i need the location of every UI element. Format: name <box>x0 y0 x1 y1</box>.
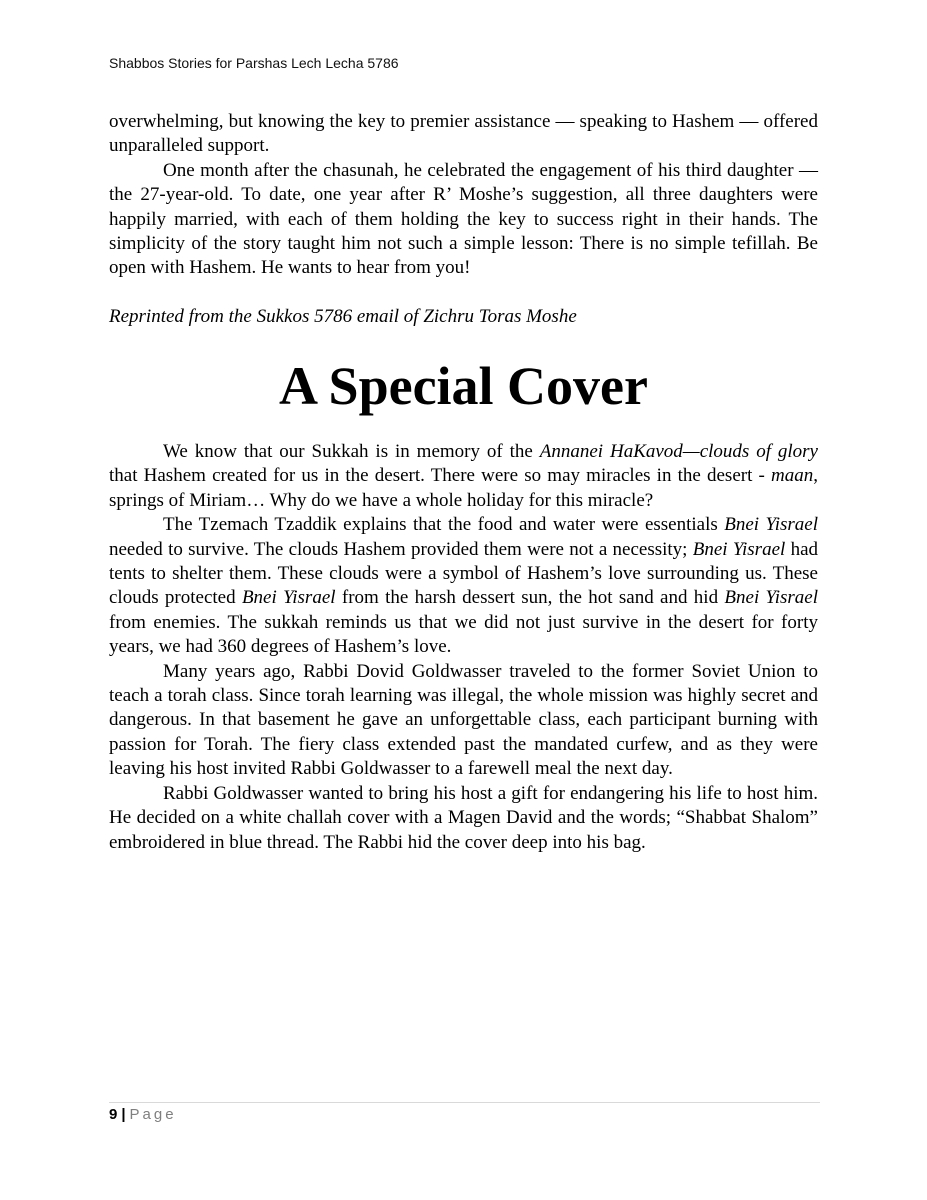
paragraph: Many years ago, Rabbi Dovid Goldwasser traveled to the former Soviet Union to teach a torah class. Since torah learning was illegal, the whole mission was highly secret and dangerous. In that basement he gave an unforgettable class, each participant burning with passion for Torah. The fiery class extended past the mandated curfew, and as they were leaving his host invited Rabbi Goldwasser to a farewell meal the next day. <box>109 660 818 780</box>
running-header: Shabbos Stories for Parshas Lech Lecha 5786 <box>109 55 399 71</box>
paragraph: The Tzemach Tzaddik explains that the food and water were essentials Bnei Yisrael needed to survive. The clouds Hashem provided them were not a necessity; Bnei Yisrael had tents to shelter them. These clouds were a symbol of Hashem’s love surrounding us. These clouds protected Bnei Yisrael from the harsh dessert sun, the hot sand and hid Bnei Yisrael from enemies. The sukkah reminds us that we did not just survive in the desert for forty years, we had 360 degrees of Hashem’s love. <box>109 514 819 658</box>
paragraph: overwhelming, but knowing the key to premier assistance — speaking to Hashem — offered unparalleled support. <box>109 111 818 157</box>
reprint-credit: Reprinted from the Sukkos 5786 email of Zichru Toras Moshe <box>109 306 577 327</box>
paragraph: We know that our Sukkah is in memory of the Annanei HaKavod—clouds of glory that Hashem created for us in the desert. There were so may miracles in the desert - maan, springs of Miriam… Why do we have a whole holiday for this miracle? <box>109 441 818 511</box>
paragraph: One month after the chasunah, he celebrated the engagement of his third daughter — the 27-year-old. To date, one year after R’ Moshe’s suggestion, all three daughters were happily married, with each of them holding the key to success right in their hands. The simplicity of the story taught him not such a simple lesson: There is no simple tefillah. Be open with Hashem. He wants to hear from you! <box>109 159 818 279</box>
page-label: Page <box>129 1106 177 1123</box>
footer-separator: | <box>121 1106 126 1123</box>
page-footer <box>109 1106 177 1123</box>
article-title: A Special Cover <box>279 356 648 416</box>
article-body <box>109 440 818 855</box>
footer-divider <box>109 1102 820 1103</box>
continuation-text <box>109 110 818 281</box>
page-number: 9 <box>109 1106 118 1123</box>
paragraph: Rabbi Goldwasser wanted to bring his host a gift for endangering his life to host him. He decided on a white challah cover with a Magen David and the words; “Shabbat Shalom” embroidered in blue thread. The Rabbi hid the cover deep into his bag. <box>109 782 818 853</box>
